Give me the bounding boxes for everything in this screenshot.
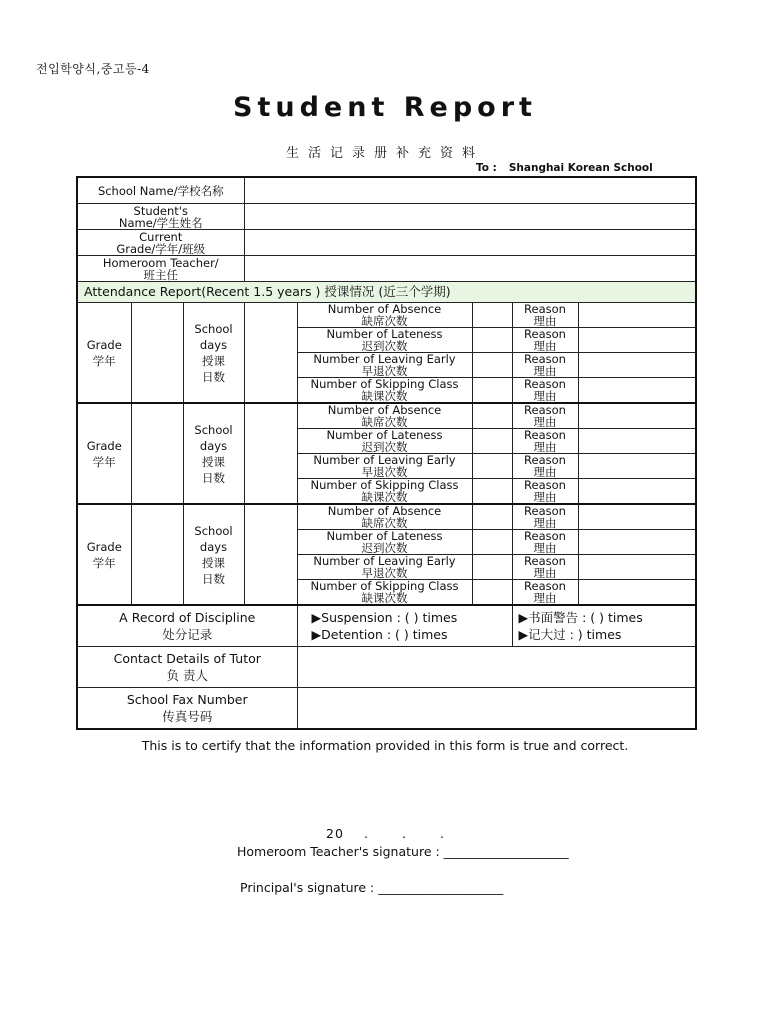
discipline-options-right: [512, 605, 696, 647]
school-days-field[interactable]: [244, 303, 297, 404]
page-subtitle: 生活记录册补充资料: [285, 146, 484, 161]
reason-label: Reason 理由: [512, 555, 578, 580]
reason-field[interactable]: [578, 555, 696, 580]
principal-signature-line[interactable]: Principal's signature : ____________________: [240, 880, 504, 895]
reason-label: Reason 理由: [512, 403, 578, 429]
skipping-class-label: Number of Skipping Class 缺课次数: [297, 378, 472, 404]
leaving-early-label: Number of Leaving Early 早退次数: [297, 454, 472, 479]
leaving-early-label: Number of Leaving Early 早退次数: [297, 353, 472, 378]
school-name-label: School Name/学校名称: [77, 177, 244, 204]
school-days-label: School days 授课 日数: [183, 403, 244, 504]
reason-label: Reason 理由: [512, 479, 578, 505]
lateness-label: Number of Lateness 迟到次数: [297, 328, 472, 353]
info-row-school: [77, 177, 696, 204]
lateness-field[interactable]: [472, 429, 512, 454]
contact-field[interactable]: [297, 647, 696, 688]
info-row-teacher: [77, 256, 696, 282]
absence-field[interactable]: [472, 504, 512, 530]
leaving-early-field[interactable]: [472, 555, 512, 580]
date-sep: .: [402, 826, 407, 841]
fax-field[interactable]: [297, 688, 696, 730]
absence-field[interactable]: [472, 403, 512, 429]
school-days-label: School days 授课 日数: [183, 303, 244, 404]
absence-field[interactable]: [472, 303, 512, 328]
reason-field[interactable]: [578, 403, 696, 429]
reason-label: Reason 理由: [512, 580, 578, 606]
date-sep: .: [440, 826, 445, 841]
reason-label: Reason 理由: [512, 429, 578, 454]
school-days-field[interactable]: [244, 403, 297, 504]
reason-label: Reason 理由: [512, 530, 578, 555]
contact-label: Contact Details of Tutor 负 责人: [77, 647, 297, 688]
reason-field[interactable]: [578, 580, 696, 606]
attendance-row: [77, 504, 696, 530]
page-title: Student Report: [233, 92, 537, 123]
major-demerit-option[interactable]: ▶记大过 : ) times: [518, 627, 622, 642]
grade-field[interactable]: [131, 403, 183, 504]
student-name-label: Student's Name/学生姓名: [77, 204, 244, 230]
written-warning-option[interactable]: ▶书面警告 : ( ) times: [518, 610, 643, 625]
contact-row: [77, 647, 696, 688]
fax-label: School Fax Number 传真号码: [77, 688, 297, 730]
school-days-field[interactable]: [244, 504, 297, 605]
lateness-field[interactable]: [472, 530, 512, 555]
skipping-class-label: Number of Skipping Class 缺课次数: [297, 479, 472, 505]
homeroom-teacher-field[interactable]: [244, 256, 696, 282]
reason-field[interactable]: [578, 504, 696, 530]
form-code: 전입학양식,중고등-4: [36, 62, 150, 76]
lateness-field[interactable]: [472, 328, 512, 353]
discipline-row: [77, 605, 696, 647]
date-year[interactable]: 20: [326, 826, 344, 841]
reason-label: Reason 理由: [512, 303, 578, 328]
reason-field[interactable]: [578, 479, 696, 505]
reason-field[interactable]: [578, 429, 696, 454]
skipping-class-label: Number of Skipping Class 缺课次数: [297, 580, 472, 606]
reason-field[interactable]: [578, 303, 696, 328]
attendance-row: [77, 403, 696, 429]
skipping-class-field[interactable]: [472, 580, 512, 606]
grade-label: Grade 学年: [77, 303, 131, 404]
attendance-header: Attendance Report(Recent 1.5 years ) 授课情况 (近三个学期): [77, 282, 696, 303]
current-grade-label: Current Grade/学年/班级: [77, 230, 244, 256]
reason-field[interactable]: [578, 378, 696, 404]
attendance-header-row: [77, 282, 696, 303]
lateness-label: Number of Lateness 迟到次数: [297, 429, 472, 454]
reason-label: Reason 理由: [512, 353, 578, 378]
reason-label: Reason 理由: [512, 378, 578, 404]
detention-option[interactable]: ▶Detention : ( ) times: [311, 627, 448, 642]
current-grade-field[interactable]: [244, 230, 696, 256]
grade-label: Grade 学年: [77, 504, 131, 605]
lateness-label: Number of Lateness 迟到次数: [297, 530, 472, 555]
school-name: Shanghai Korean School: [508, 162, 653, 174]
absence-label: Number of Absence 缺席次数: [297, 504, 472, 530]
school-days-label: School days 授课 日数: [183, 504, 244, 605]
leaving-early-field[interactable]: [472, 454, 512, 479]
reason-label: Reason 理由: [512, 454, 578, 479]
reason-field[interactable]: [578, 353, 696, 378]
date-line: [326, 826, 478, 841]
discipline-label: A Record of Discipline 处分记录: [77, 605, 297, 647]
absence-label: Number of Absence 缺席次数: [297, 403, 472, 429]
date-sep: .: [364, 826, 369, 841]
suspension-option[interactable]: ▶Suspension : ( ) times: [311, 610, 458, 625]
leaving-early-label: Number of Leaving Early 早退次数: [297, 555, 472, 580]
discipline-options-left: [297, 605, 512, 647]
absence-label: Number of Absence 缺席次数: [297, 303, 472, 328]
reason-field[interactable]: [578, 454, 696, 479]
reason-label: Reason 理由: [512, 328, 578, 353]
certification-statement: This is to certify that the information provided in this form is true and correct.: [141, 738, 629, 753]
homeroom-signature-line[interactable]: Homeroom Teacher's signature : ____________________: [237, 844, 569, 859]
skipping-class-field[interactable]: [472, 378, 512, 404]
reason-field[interactable]: [578, 530, 696, 555]
info-row-grade: [77, 230, 696, 256]
reason-label: Reason 理由: [512, 504, 578, 530]
recipient-line: [476, 162, 653, 174]
grade-field[interactable]: [131, 303, 183, 404]
leaving-early-field[interactable]: [472, 353, 512, 378]
student-name-field[interactable]: [244, 204, 696, 230]
grade-field[interactable]: [131, 504, 183, 605]
attendance-row: [77, 303, 696, 328]
to-label: To :: [476, 162, 497, 174]
reason-field[interactable]: [578, 328, 696, 353]
fax-row: [77, 688, 696, 730]
report-form-table: [76, 176, 697, 730]
skipping-class-field[interactable]: [472, 479, 512, 505]
grade-label: Grade 学年: [77, 403, 131, 504]
school-name-field[interactable]: [244, 177, 696, 204]
homeroom-teacher-label: Homeroom Teacher/ 班主任: [77, 256, 244, 282]
info-row-student: [77, 204, 696, 230]
